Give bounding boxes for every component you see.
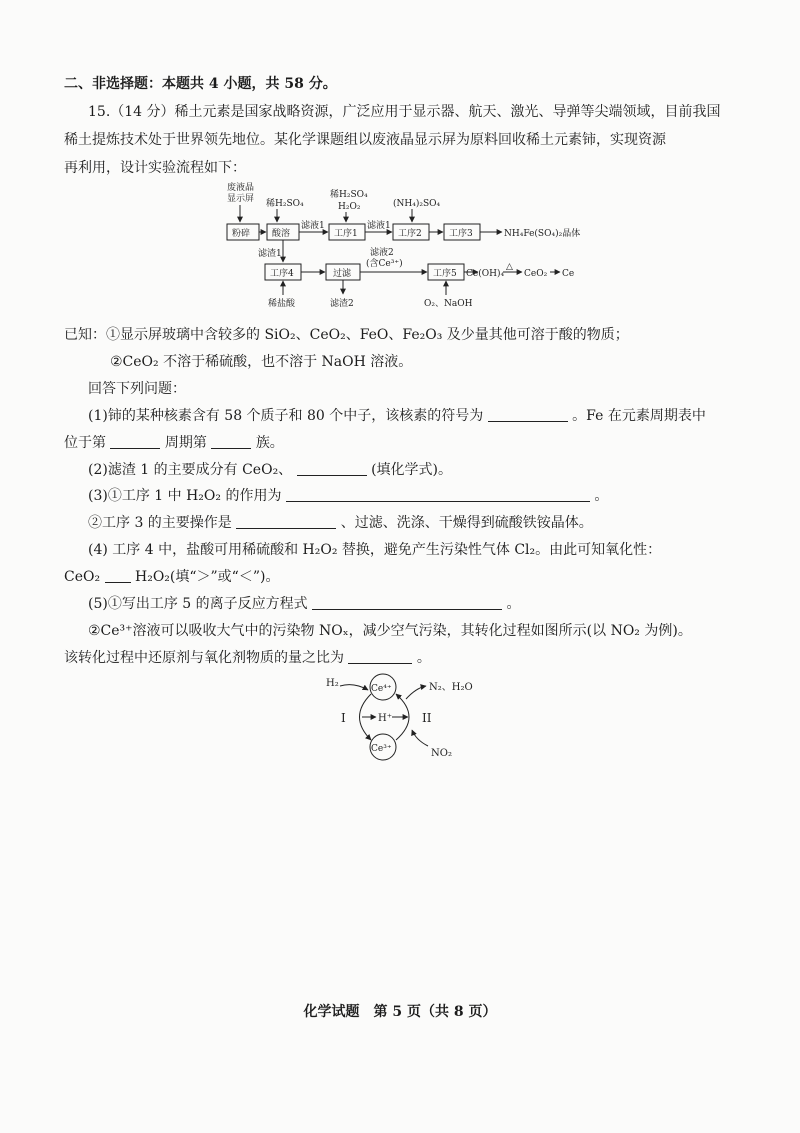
part5-text-a: (5)①写出工序 5 的离子反应方程式: [88, 596, 308, 612]
part4-blank[interactable]: [105, 568, 131, 583]
part3-text-c: ②工序 3 的主要操作是: [88, 515, 232, 531]
reagent-top-1: 稀H₂SO₄: [330, 190, 368, 200]
part4-text-c: H₂O₂(填“＞”或“＜”)。: [135, 569, 280, 585]
part1-text-d: 周期第: [164, 435, 207, 451]
arrow-no2-in: [412, 730, 428, 746]
process-flowchart: [210, 178, 610, 318]
part4-line1: (4) 工序 4 中，盐酸可用稀硫酸和 H₂O₂ 替换，避免产生污染性气体 Cl₂。由此可知氧化性：: [88, 542, 662, 558]
n2-h2o-label: N₂、H₂O: [429, 682, 473, 693]
known-line2: ②CeO₂ 不溶于稀硫酸，也不溶于 NaOH 溶液。: [110, 354, 413, 370]
filtrate1-label: 滤液1: [301, 221, 325, 231]
part3-blank-operation[interactable]: [236, 514, 336, 529]
residue2-label: 滤渣2: [330, 299, 354, 309]
ce4-label: Ce⁴⁺: [371, 684, 392, 694]
stage2-label: II: [422, 711, 432, 725]
product-label: NH₄Fe(SO₄)₂晶体: [504, 229, 581, 239]
box-step5-label: 工序5: [433, 269, 457, 279]
stage1-label: I: [341, 711, 346, 725]
part1-text-b: 。Fe 在元素周期表中: [572, 408, 706, 424]
residue1-label: 滤渣1: [258, 249, 282, 259]
part5-line3: [64, 649, 431, 667]
part1-text-a: (1)铈的某种核素含有 58 个质子和 80 个中子，该核素的符号为: [88, 408, 484, 424]
part4-line2: [64, 568, 279, 586]
box-acid-label: 酸溶: [272, 229, 291, 239]
part1-line1: [88, 407, 706, 425]
filtrate2-note: (含Ce³⁺): [366, 259, 403, 269]
reagent-top-2: H₂O₂: [338, 202, 361, 212]
part5-line1: [88, 595, 521, 613]
part3-text-a: (3)①工序 1 中 H₂O₂ 的作用为: [88, 488, 282, 504]
part5-text-d: 该转化过程中还原剂与氧化剂物质的量之比为: [64, 650, 344, 666]
heat-label: △: [506, 262, 513, 272]
ceo2-label: CeO₂: [524, 269, 548, 279]
part5-blank-ratio[interactable]: [348, 649, 412, 664]
filtrate2-label: 滤液2: [370, 248, 394, 258]
part3-blank-h2o2[interactable]: [286, 487, 590, 502]
part3-line2: [88, 514, 593, 532]
part2-text-b: (填化学式)。: [371, 462, 453, 478]
box-step3-label: 工序3: [449, 229, 473, 239]
ce3-label: Ce³⁺: [371, 744, 392, 754]
box-step2-label: 工序2: [398, 229, 422, 239]
part5-text-e: 。: [416, 650, 431, 666]
part1-text-c: 位于第: [64, 435, 106, 451]
h2-label: H₂: [326, 678, 339, 689]
ce-label: Ce: [562, 269, 575, 279]
part1-line2: [64, 434, 284, 452]
q15-intro-line3: 再利用，设计实验流程如下：: [64, 160, 246, 176]
box-step4-label: 工序4: [270, 269, 294, 279]
no2-label: NO₂: [431, 748, 452, 759]
part1-blank-symbol[interactable]: [488, 407, 568, 422]
raw-material-label-2: 显示屏: [227, 194, 255, 204]
answer-prompt: 回答下列问题：: [88, 381, 186, 397]
q15-intro-line1: 15.（14 分）稀土元素是国家战略资源，广泛应用于显示器、航天、激光、导弹等尖端领域，目前我国: [88, 104, 721, 120]
arrow-h2-in: [340, 685, 368, 690]
part1-blank-group[interactable]: [211, 434, 251, 449]
part4-text-b: CeO₂: [64, 569, 101, 585]
acid-label: 稀H₂SO₄: [266, 199, 304, 209]
ce-oh4-label: Ce(OH)₄: [466, 269, 505, 279]
part5-blank-equation[interactable]: [312, 595, 502, 610]
part3-text-b: 。: [594, 488, 609, 504]
part3-text-d: 、过滤、洗涤、干燥得到硫酸铁铵晶体。: [340, 515, 593, 531]
part2-text-a: (2)滤渣 1 的主要成分有 CeO₂、: [88, 462, 293, 478]
box-filter-label: 过滤: [333, 269, 352, 279]
raw-material-label-1: 废液晶: [227, 183, 255, 193]
hcl-label: 稀盐酸: [268, 299, 296, 309]
box-step1-label: 工序1: [334, 229, 358, 239]
part2-blank[interactable]: [297, 461, 367, 476]
known-line1: 已知：①显示屏玻璃中含较多的 SiO₂、CeO₂、FeO、Fe₂O₃ 及少量其他可溶于酸的物质；: [64, 327, 629, 343]
part5-line2: ②Ce³⁺溶液可以吸收大气中的污染物 NOₓ，减少空气污染，其转化过程如图所示(以 NO₂ 为例)。: [88, 623, 692, 639]
cerium-cycle-diagram: [318, 670, 498, 775]
part2-line: [88, 461, 452, 479]
part1-text-e: 族。: [255, 435, 284, 451]
hplus-label: H⁺: [378, 713, 392, 724]
filtrate1b-label: 滤液1: [367, 221, 391, 231]
arrow-n2-out: [406, 686, 426, 699]
box-crush-label: 粉碎: [232, 229, 251, 239]
part1-blank-period[interactable]: [110, 434, 160, 449]
part5-text-b: 。: [506, 596, 521, 612]
section-header: 二、非选择题：本题共 4 小题，共 58 分。: [64, 76, 337, 92]
part3-line1: [88, 487, 608, 505]
o2-naoh-label: O₂、NaOH: [424, 299, 473, 309]
page-footer: 化学试题 第 5 页（共 8 页）: [303, 1004, 497, 1020]
q15-intro-line2: 稀土提炼技术处于世界领先地位。某化学课题组以废液晶显示屏为原料回收稀土元素铈，实现资源: [64, 132, 666, 148]
reagent-top-3: (NH₄)₂SO₄: [393, 199, 441, 209]
